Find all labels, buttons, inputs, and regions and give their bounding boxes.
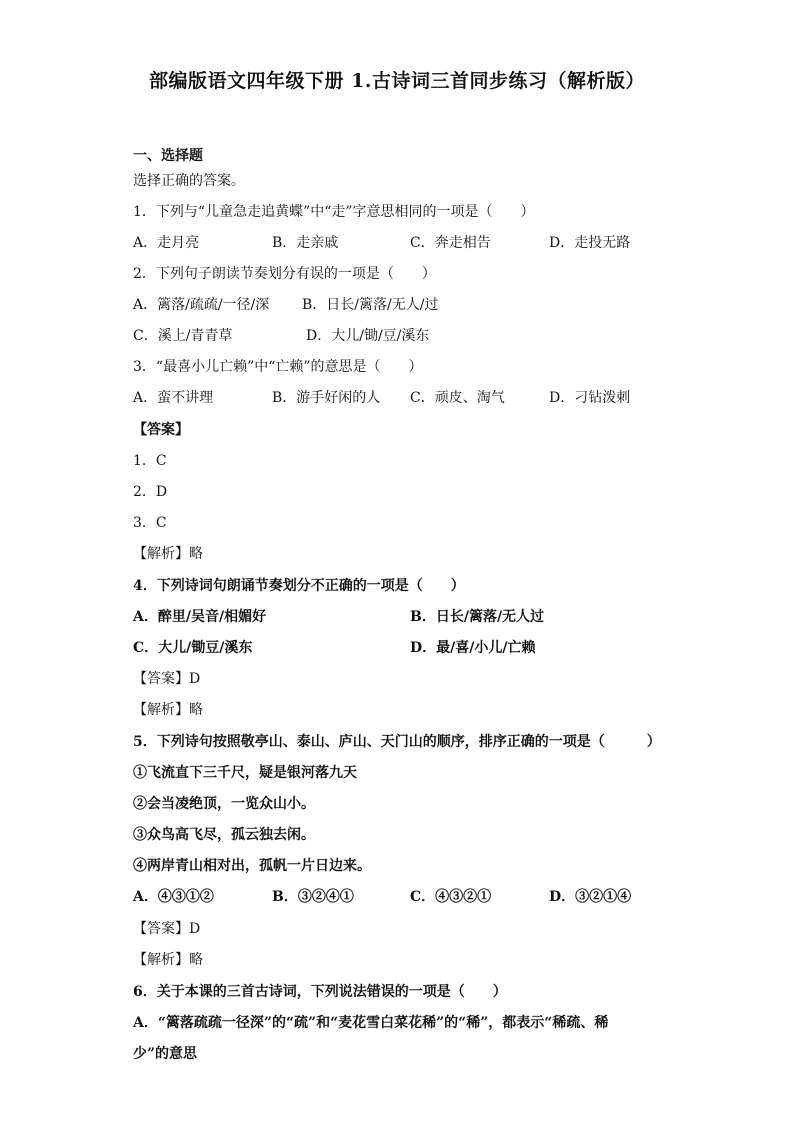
section-heading: 一、选择题 xyxy=(133,148,203,164)
q5-option-d: D．③②①④ xyxy=(549,889,632,905)
question-5-stem: 5．下列诗句按照敬亭山、泰山、庐山、天门山的顺序，排序正确的一项是（ ） xyxy=(133,734,661,750)
q2-option-c: C．溪上/青青草 xyxy=(133,328,233,344)
q1-option-a: A．走月亮 xyxy=(133,235,200,251)
q5-poem-line-3: ③众鸟高飞尽，孤云独去闲。 xyxy=(133,827,315,843)
q3-option-b: B．游手好闲的人 xyxy=(272,390,381,406)
q5-answer: 【答案】D xyxy=(133,921,201,937)
q2-option-a: A．篱落/疏疏/一径/深 xyxy=(133,297,270,313)
q5-poem-line-2: ②会当凌绝顶，一览众山小。 xyxy=(133,796,315,812)
q4-option-a: A．醉里/吴音/相媚好 xyxy=(133,609,267,625)
question-4-stem: 4．下列诗词句朗诵节奏划分不正确的一项是（ ） xyxy=(133,578,465,594)
q5-option-b: B．③②④① xyxy=(272,889,354,905)
answer-item: 2．D xyxy=(133,484,168,500)
analysis-text: 【解析】略 xyxy=(133,546,203,562)
page-title: 部编版语文四年级下册 1.古诗词三首同步练习（解析版） xyxy=(149,70,645,92)
q2-option-d: D．大儿/锄/豆/溪东 xyxy=(306,328,430,344)
q4-analysis: 【解析】略 xyxy=(133,702,203,718)
q6-option-a-line-2: 少”的意思 xyxy=(133,1046,198,1062)
q5-poem-line-4: ④两岸青山相对出，孤帆一片日边来。 xyxy=(133,858,371,874)
answer-label: 【答案】 xyxy=(133,422,189,438)
q4-option-d: D．最/喜/小儿/亡赖 xyxy=(410,640,536,656)
answer-item: 1．C xyxy=(133,453,167,469)
q4-option-b: B．日长/篱落/无人过 xyxy=(410,609,545,625)
answer-item: 3．C xyxy=(133,515,167,531)
q1-option-c: C．奔走相告 xyxy=(410,235,491,251)
q2-option-b: B．日长/篱落/无人/过 xyxy=(302,297,439,313)
q3-option-d: D．刁钻泼刺 xyxy=(549,390,631,406)
question-3-stem: 3．“最喜小儿亡赖”中“亡赖”的意思是（ ） xyxy=(133,359,423,375)
q5-analysis: 【解析】略 xyxy=(133,952,203,968)
q3-option-c: C．顽皮、淘气 xyxy=(410,390,505,406)
q5-option-a: A．④③①② xyxy=(133,889,214,905)
instruction-text: 选择正确的答案。 xyxy=(133,173,245,189)
q5-poem-line-1: ①飞流直下三千尺，疑是银河落九天 xyxy=(133,765,357,781)
question-6-stem: 6．关于本课的三首古诗词，下列说法错误的一项是（ ） xyxy=(133,984,507,1000)
q4-answer: 【答案】D xyxy=(133,671,201,687)
q3-option-a: A．蛮不讲理 xyxy=(133,390,214,406)
q5-option-c: C．④③②① xyxy=(410,889,492,905)
question-2-stem: 2．下列句子朗读节奏划分有误的一项是（ ） xyxy=(133,266,436,282)
q1-option-b: B．走亲戚 xyxy=(272,235,339,251)
question-1-stem: 1．下列与“儿童急走追黄蝶”中“走”字意思相同的一项是（ ） xyxy=(133,204,535,220)
q4-option-c: C．大儿/锄豆/溪东 xyxy=(133,640,253,656)
q6-option-a-line-1: A．“篱落疏疏一径深”的“疏”和“麦花雪白菜花稀”的“稀”，都表示“稀疏、稀 xyxy=(133,1015,609,1031)
q1-option-d: D．走投无路 xyxy=(549,235,631,251)
